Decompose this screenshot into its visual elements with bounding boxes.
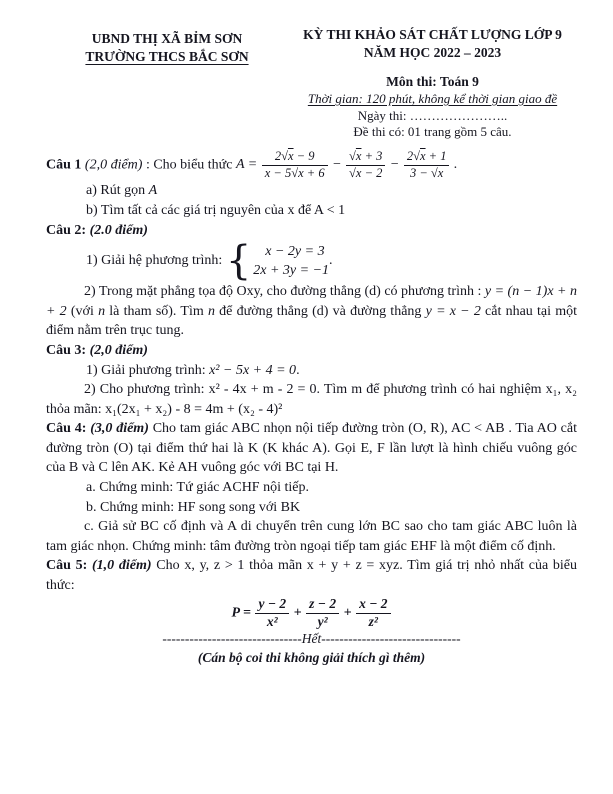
question-2-part-1: 1) Giải hệ phương trình: { x − 2y = 3 2x + 3y = −1 .: [86, 238, 333, 285]
exam-pages-note: Đề thi có: 01 trang gồm 5 câu.: [353, 124, 512, 140]
question-5-formula: [46, 596, 577, 631]
math-line-equation-2: y = x − 2: [425, 303, 481, 319]
end-divider: -------------------------------Hết-------------------------------: [162, 631, 461, 647]
question-1-part-b: b) Tìm tất cả các giá trị nguyên của x để A < 1: [86, 202, 346, 218]
exam-header: [46, 26, 577, 140]
exam-title-line2: NĂM HỌC 2022 – 2023: [363, 44, 502, 60]
operator-plus: +: [293, 605, 302, 621]
exam-date-line: Ngày thi: …………………..: [357, 108, 508, 124]
equation-system: [225, 238, 330, 285]
fraction-1: $\frac{2√x - 9}{x - 5√x + 6}$: [262, 149, 328, 181]
question-1-intro-text: : Cho biểu thức: [145, 157, 233, 173]
operator-minus: −: [389, 157, 400, 173]
exam-title-line1: KỲ THI KHẢO SÁT CHẤT LƯỢNG LỚP 9: [303, 27, 562, 42]
formula-lhs: A =: [235, 157, 258, 173]
question-4-part-c: c. Giả sử BC cố định và A di chuyển trên cung lớn BC sao cho tam giác ABC luôn là tam giác nhọn. Chứng minh: tâm đường tròn ngoại tiếp tam giác EHF là một điểm cố định.: [46, 519, 577, 554]
question-5-points: (1,0 điểm): [92, 558, 152, 574]
question-5-intro: Câu 5: (1,0 điểm) Cho x, y, z > 1 thỏa mãn x + y + z = xyz. Tìm giá trị nhỏ nhất của biểu thức:: [46, 558, 578, 594]
exam-title-block: [288, 26, 577, 140]
question-1-label: Câu 1: [46, 157, 82, 173]
operator-plus: +: [343, 605, 352, 621]
question-1-formula: [235, 149, 458, 180]
system-period: .: [329, 253, 333, 269]
question-5-label: Câu 5:: [46, 558, 88, 574]
formula-lhs: P =: [231, 605, 251, 621]
math-parameter-n: n: [98, 303, 106, 319]
system-equation-1: x − 2y = 3: [265, 243, 325, 259]
proctor-note: (Cán bộ coi thi không giải thích gì thêm): [197, 650, 426, 666]
question-4-points: (3,0 điểm): [90, 421, 149, 437]
question-4-part-b: b. Chứng minh: HF song song với BK: [86, 499, 301, 515]
authority-name: UBND THỊ XÃ BỈM SƠN: [91, 31, 243, 46]
end-word: Hết: [301, 631, 322, 647]
question-2-label: Câu 2:: [46, 222, 87, 238]
question-3-heading: [46, 341, 577, 361]
fraction-2: $\frac{√x + 3}{√x - 2}$: [346, 149, 385, 181]
question-2-heading: [46, 221, 577, 241]
question-1-intro: [46, 149, 577, 181]
exam-subject: Môn thi: Toán 9: [386, 74, 479, 90]
school-name: TRƯỜNG THCS BẮC SƠN: [85, 49, 249, 65]
question-3-part-1: 1) Giải phương trình: x² − 5x + 4 = 0.: [86, 362, 300, 378]
fraction-3: $\frac{x - 2}{\text{z²}}$: [356, 596, 390, 631]
question-2-part-2: 2) Trong mặt phẳng tọa độ Oxy, cho đường thẳng (d) có phương trình : y = (n − 1)x + n + 2 (với n là tham số). Tìm n để đường thẳng (d) và đường thẳng y = x − 2 cắt nhau tại một điểm nằm trên trục tung.: [46, 284, 578, 339]
math-line-equation: y = (n − 1)x + n + 2: [46, 284, 578, 319]
system-equation-2: 2x + 3y = −1: [253, 263, 330, 279]
issuing-authority-block: [46, 26, 288, 140]
question-1-points: (2,0 điểm): [84, 157, 143, 173]
question-2-points: (2.0 điểm): [89, 222, 148, 238]
exam-body: [46, 149, 577, 668]
fraction-2: $\frac{z - 2}{\text{y²}}$: [306, 596, 339, 631]
fraction-1: $\frac{y - 2}{\text{x²}}$: [255, 596, 289, 631]
operator-minus: −: [332, 157, 342, 173]
system-brace: {: [225, 238, 252, 285]
question-1-part-a: a) Rút gọn A: [86, 183, 158, 199]
math-symbol-A: A: [148, 183, 158, 199]
quadratic-equation: x² − 5x + 4 = 0: [209, 362, 297, 378]
question-3-part-2: 2) Cho phương trình: x² - 4x + m - 2 = 0. Tìm m để phương trình có hai nghiệm x₁, x₂ thỏa mãn: x₁(2x₁ + x₂) - 8 = 4m + (x₂ - 4)²: [46, 382, 577, 417]
formula-period: .: [453, 157, 458, 173]
question-4-label: Câu 4:: [46, 421, 87, 437]
math-parameter-n: n: [207, 303, 215, 319]
question-3-label: Câu 3:: [46, 342, 87, 358]
question-4-part-a: a. Chứng minh: Tứ giác ACHF nội tiếp.: [86, 480, 309, 496]
question-4-intro: Câu 4: (3,0 điểm) Cho tam giác ABC nhọn nội tiếp đường tròn (O, R), AC < AB . Tia AO cắt đường tròn (O) tại điểm thứ hai là K (K khác A). Gọi E, F lần lượt là hình chiếu vuông góc của B và C lên AK. Kẻ AH vuông góc với BC tại H.: [46, 421, 578, 476]
fraction-3: $\frac{2√x + 1}{3 - √x}$: [404, 149, 450, 181]
question-3-points: (2,0 điểm): [89, 342, 148, 358]
exam-duration: Thời gian: 120 phút, không kể thời gian giao đề: [307, 91, 558, 107]
